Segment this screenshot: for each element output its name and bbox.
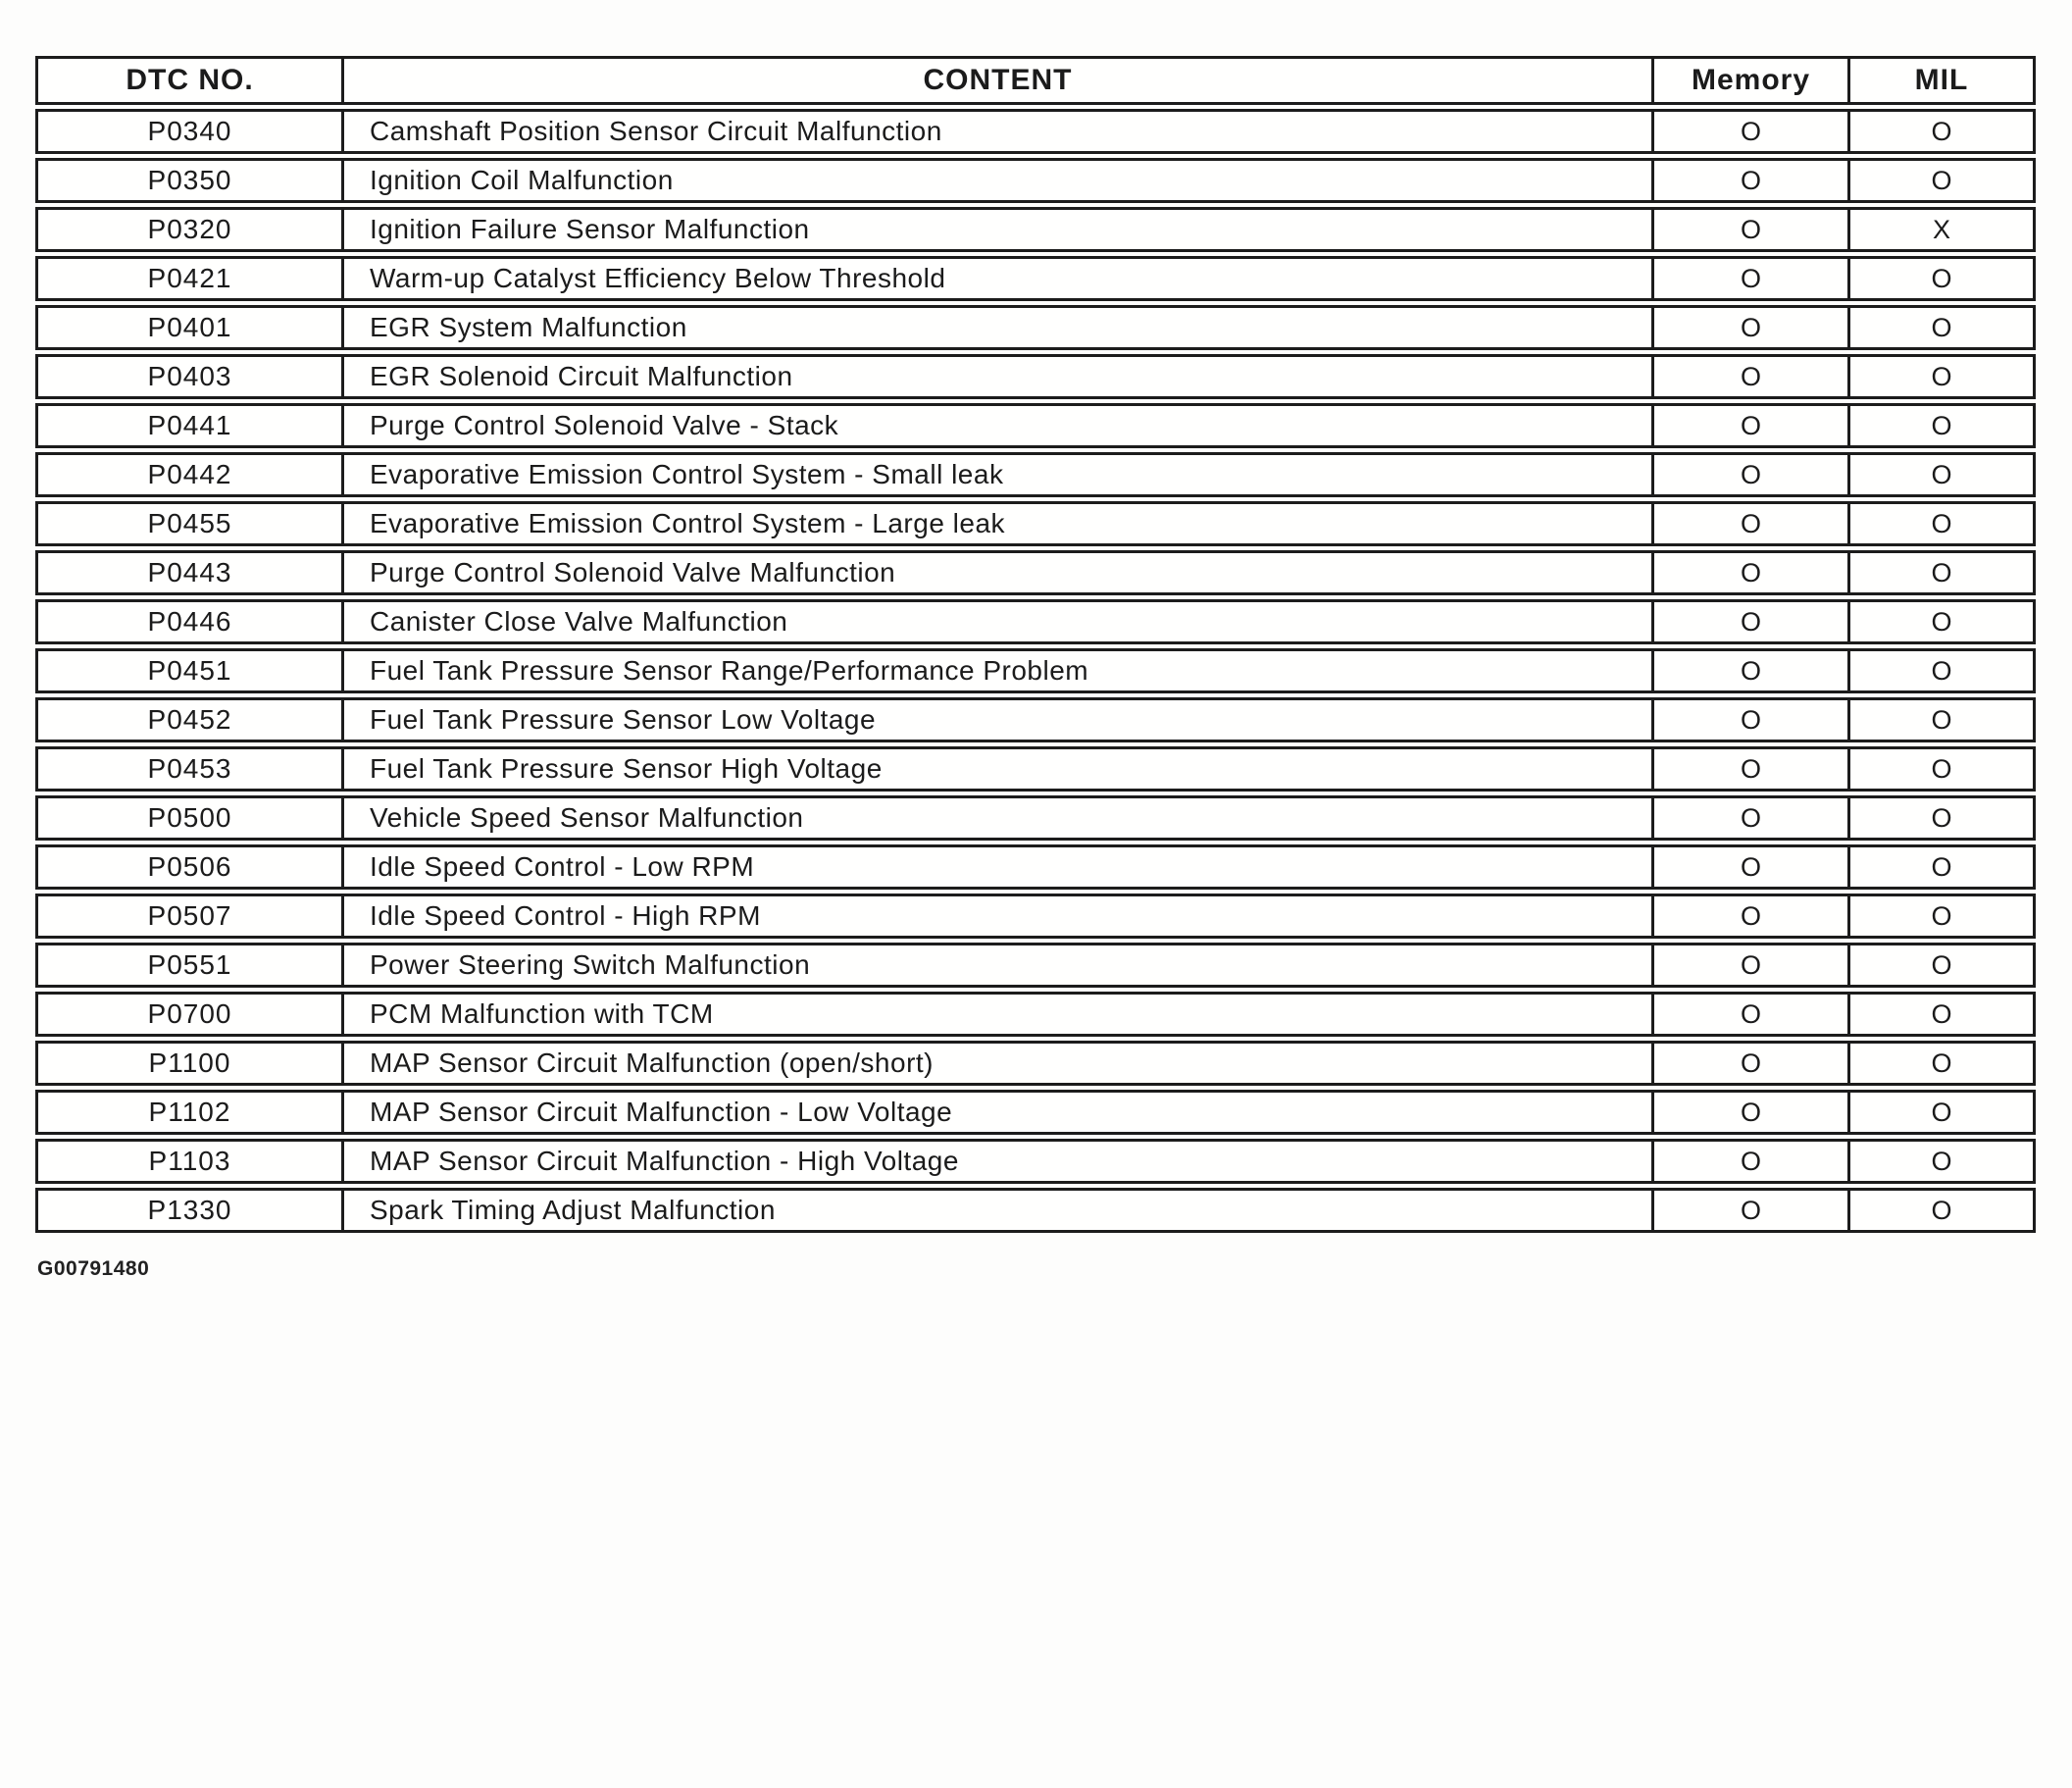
- content-cell: MAP Sensor Circuit Malfunction (open/short): [344, 1044, 1654, 1083]
- memory-flag-cell: O: [1654, 112, 1850, 151]
- dtc-code-cell: P0507: [38, 896, 344, 936]
- mil-flag-cell: O: [1931, 753, 1952, 784]
- mil-flag-cell: O: [1931, 312, 1952, 342]
- memory-flag-cell: O: [1654, 455, 1850, 494]
- table-row: [35, 943, 2036, 988]
- header-dtc-no: DTC NO.: [38, 59, 344, 102]
- table-row: [35, 1139, 2036, 1184]
- dtc-code-cell: P0443: [38, 553, 344, 592]
- dtc-code-cell: P0403: [38, 357, 344, 396]
- dtc-code-cell: P0453: [38, 749, 344, 789]
- table-row: [35, 697, 2036, 742]
- memory-flag-cell: O: [1654, 700, 1850, 740]
- mil-flag-cell: O: [1931, 263, 1952, 293]
- mil-flag-cell: O: [1931, 802, 1952, 833]
- table-row: [35, 894, 2036, 939]
- header-mil: MIL: [1914, 64, 1969, 96]
- dtc-code-cell: P0421: [38, 259, 344, 298]
- dtc-code-cell: P0455: [38, 504, 344, 543]
- mil-flag-cell: O: [1931, 900, 1952, 931]
- memory-flag-cell: O: [1654, 798, 1850, 838]
- header-content: CONTENT: [344, 59, 1654, 102]
- memory-flag-cell: O: [1654, 259, 1850, 298]
- content-cell: Fuel Tank Pressure Sensor High Voltage: [344, 749, 1654, 789]
- content-cell: Idle Speed Control - Low RPM: [344, 847, 1654, 887]
- table-row: [35, 501, 2036, 546]
- table-header-row: [35, 56, 2036, 105]
- content-cell: Camshaft Position Sensor Circuit Malfunction: [344, 112, 1654, 151]
- content-cell: Purge Control Solenoid Valve Malfunction: [344, 553, 1654, 592]
- memory-flag-cell: O: [1654, 896, 1850, 936]
- memory-flag-cell: O: [1654, 995, 1850, 1034]
- table-row: [35, 599, 2036, 644]
- table-row: [35, 158, 2036, 203]
- table-row: [35, 550, 2036, 595]
- dtc-code-cell: P0700: [38, 995, 344, 1034]
- mil-flag-cell: O: [1931, 1097, 1952, 1127]
- dtc-code-cell: P1330: [38, 1191, 344, 1230]
- memory-flag-cell: O: [1654, 553, 1850, 592]
- memory-flag-cell: O: [1654, 210, 1850, 249]
- memory-flag-cell: O: [1654, 847, 1850, 887]
- dtc-code-cell: P0441: [38, 406, 344, 445]
- content-cell: Ignition Failure Sensor Malfunction: [344, 210, 1654, 249]
- mil-flag-cell: X: [1932, 214, 1950, 244]
- content-cell: EGR System Malfunction: [344, 308, 1654, 347]
- memory-flag-cell: O: [1654, 651, 1850, 690]
- dtc-code-cell: P0401: [38, 308, 344, 347]
- content-cell: Vehicle Speed Sensor Malfunction: [344, 798, 1654, 838]
- dtc-code-cell: P1102: [38, 1093, 344, 1132]
- mil-flag-cell: O: [1931, 557, 1952, 587]
- table-row: [35, 256, 2036, 301]
- table-row: [35, 844, 2036, 890]
- mil-flag-cell: O: [1931, 1047, 1952, 1078]
- mil-flag-cell: O: [1931, 116, 1952, 146]
- table-row: [35, 354, 2036, 399]
- dtc-code-cell: P0500: [38, 798, 344, 838]
- dtc-code-cell: P0340: [38, 112, 344, 151]
- table-row: [35, 109, 2036, 154]
- memory-flag-cell: O: [1654, 1044, 1850, 1083]
- content-cell: Ignition Coil Malfunction: [344, 161, 1654, 200]
- dtc-table: [35, 56, 2036, 1233]
- table-row: [35, 305, 2036, 350]
- memory-flag-cell: O: [1654, 602, 1850, 641]
- dtc-code-cell: P0451: [38, 651, 344, 690]
- dtc-code-cell: P0442: [38, 455, 344, 494]
- content-cell: MAP Sensor Circuit Malfunction - Low Voltage: [344, 1093, 1654, 1132]
- memory-flag-cell: O: [1654, 357, 1850, 396]
- memory-flag-cell: O: [1654, 1093, 1850, 1132]
- content-cell: Purge Control Solenoid Valve - Stack: [344, 406, 1654, 445]
- dtc-code-cell: P0350: [38, 161, 344, 200]
- content-cell: Fuel Tank Pressure Sensor Range/Performance Problem: [344, 651, 1654, 690]
- content-cell: Power Steering Switch Malfunction: [344, 945, 1654, 985]
- table-body: [35, 109, 2036, 1233]
- mil-flag-cell: O: [1931, 1146, 1952, 1176]
- memory-flag-cell: O: [1654, 406, 1850, 445]
- header-memory: Memory: [1654, 59, 1850, 102]
- content-cell: Canister Close Valve Malfunction: [344, 602, 1654, 641]
- memory-flag-cell: O: [1654, 945, 1850, 985]
- mil-flag-cell: O: [1931, 1195, 1952, 1225]
- dtc-code-cell: P0551: [38, 945, 344, 985]
- mil-flag-cell: O: [1931, 998, 1952, 1029]
- dtc-code-cell: P0446: [38, 602, 344, 641]
- mil-flag-cell: O: [1931, 508, 1952, 538]
- table-row: [35, 746, 2036, 792]
- table-row: [35, 1090, 2036, 1135]
- content-cell: Evaporative Emission Control System - Small leak: [344, 455, 1654, 494]
- dtc-code-cell: P0320: [38, 210, 344, 249]
- memory-flag-cell: O: [1654, 504, 1850, 543]
- memory-flag-cell: O: [1654, 749, 1850, 789]
- content-cell: Evaporative Emission Control System - Large leak: [344, 504, 1654, 543]
- mil-flag-cell: O: [1931, 655, 1952, 686]
- table-row: [35, 403, 2036, 448]
- mil-flag-cell: O: [1931, 606, 1952, 637]
- dtc-code-cell: P0506: [38, 847, 344, 887]
- content-cell: MAP Sensor Circuit Malfunction - High Voltage: [344, 1142, 1654, 1181]
- content-cell: EGR Solenoid Circuit Malfunction: [344, 357, 1654, 396]
- content-cell: Idle Speed Control - High RPM: [344, 896, 1654, 936]
- content-cell: PCM Malfunction with TCM: [344, 995, 1654, 1034]
- content-cell: Warm-up Catalyst Efficiency Below Threshold: [344, 259, 1654, 298]
- memory-flag-cell: O: [1654, 1191, 1850, 1230]
- mil-flag-cell: O: [1931, 410, 1952, 440]
- content-cell: Fuel Tank Pressure Sensor Low Voltage: [344, 700, 1654, 740]
- memory-flag-cell: O: [1654, 1142, 1850, 1181]
- dtc-code-cell: P1100: [38, 1044, 344, 1083]
- table-row: [35, 1188, 2036, 1233]
- memory-flag-cell: O: [1654, 308, 1850, 347]
- mil-flag-cell: O: [1931, 704, 1952, 735]
- mil-flag-cell: O: [1931, 165, 1952, 195]
- mil-flag-cell: O: [1931, 459, 1952, 489]
- table-row: [35, 648, 2036, 693]
- table-row: [35, 1041, 2036, 1086]
- table-row: [35, 795, 2036, 841]
- mil-flag-cell: O: [1931, 949, 1952, 980]
- mil-flag-cell: O: [1931, 361, 1952, 391]
- table-row: [35, 207, 2036, 252]
- figure-id: G00791480: [37, 1257, 150, 1280]
- dtc-code-cell: P0452: [38, 700, 344, 740]
- mil-flag-cell: O: [1931, 851, 1952, 882]
- table-row: [35, 452, 2036, 497]
- memory-flag-cell: O: [1654, 161, 1850, 200]
- dtc-code-cell: P1103: [38, 1142, 344, 1181]
- table-row: [35, 992, 2036, 1037]
- content-cell: Spark Timing Adjust Malfunction: [344, 1191, 1654, 1230]
